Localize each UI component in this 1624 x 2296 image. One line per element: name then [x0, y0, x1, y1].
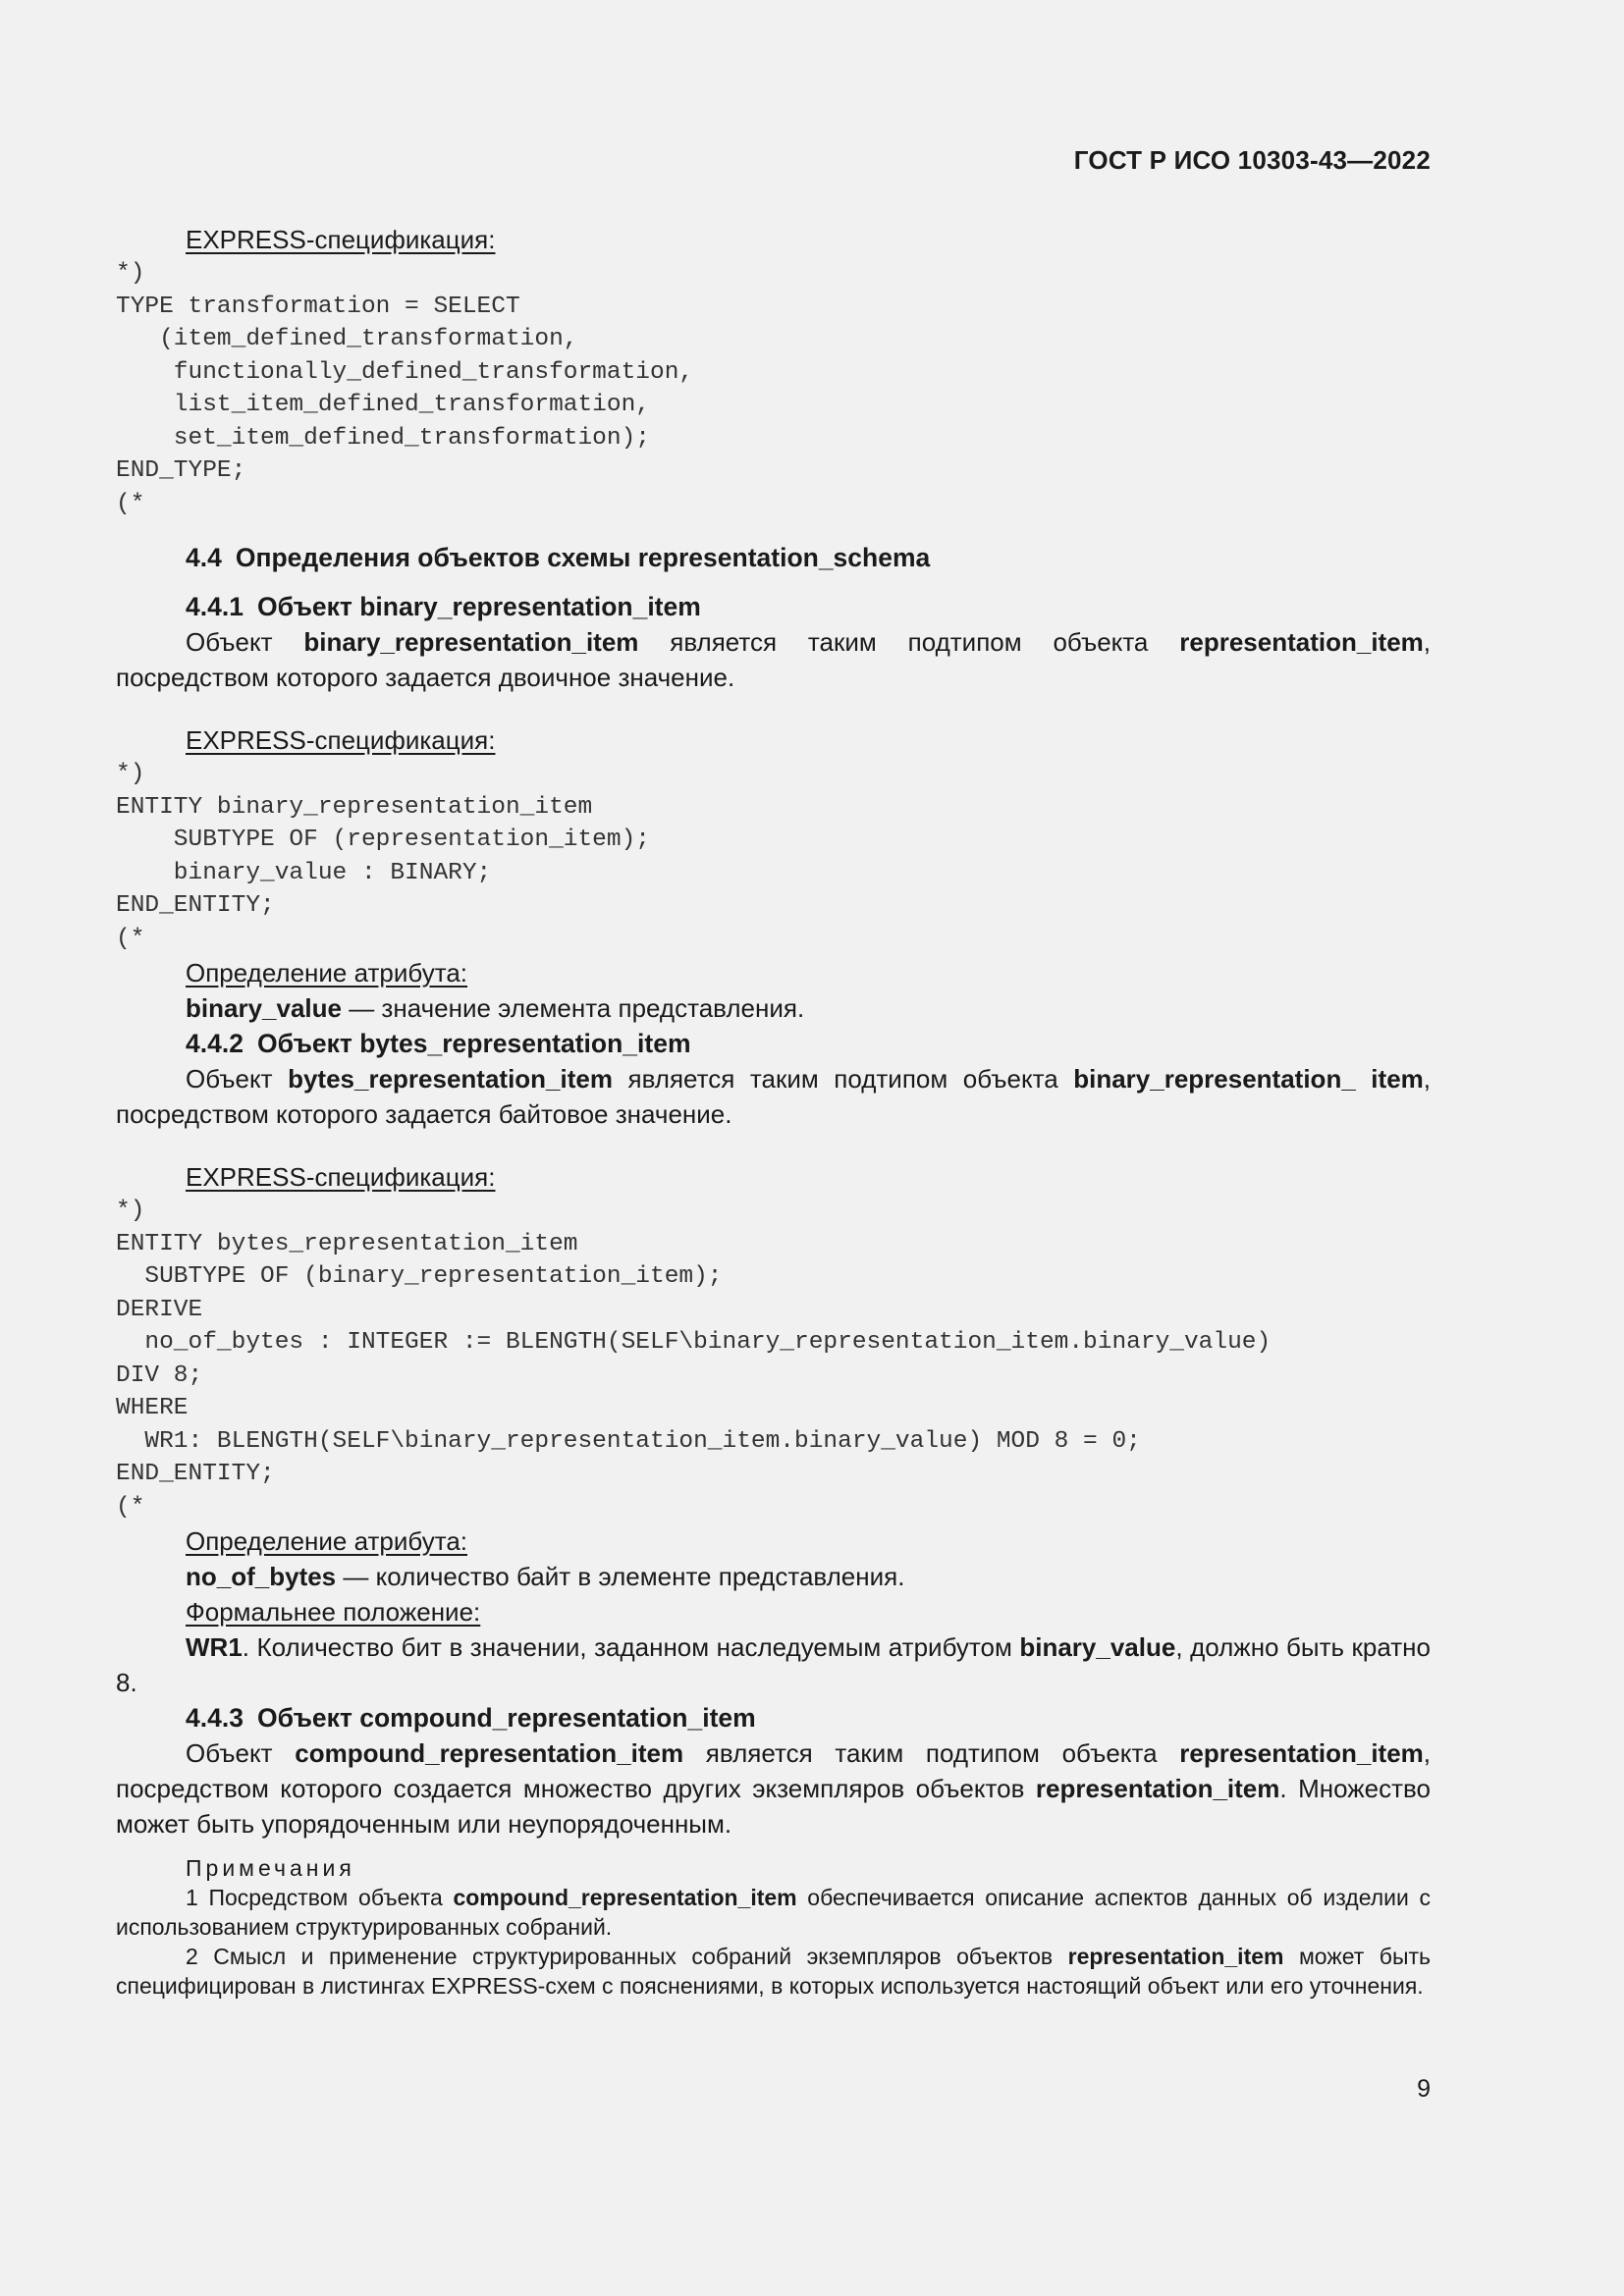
rule-wr1: WR1. Количество бит в значении, заданном наследуемым атрибутом binary_value, должно быть кратно 8. — [116, 1632, 1431, 1697]
note-1: 1 Посредством объекта compound_representation_item обеспечивается описание аспектов данных об изделии с использованием структурированных собраний. — [116, 1885, 1431, 1940]
section-4-4-3-heading: 4.4.3 Объект compound_representation_item — [186, 1703, 756, 1733]
formal-proposition-label: Формальнее положение: — [186, 1597, 481, 1627]
attribute-no-of-bytes: no_of_bytes — количество байт в элементе представления. — [186, 1562, 905, 1591]
code-bytes-representation-item: *) ENTITY bytes_representation_item SUBTYPE OF (binary_representation_item); DERIVE no_of_bytes : INTEGER := BLENGTH(SELF\binary_representation_item.binary_value) DIV 8; WHERE WR1: BLENGTH(SELF\binary_representation_item.binary_value) MOD 8 = 0; END_ENTITY; (* — [116, 1198, 1272, 1521]
standard-header: ГОСТ Р ИСО 10303-43—2022 — [1073, 145, 1431, 175]
code-binary-representation-item: *) ENTITY binary_representation_item SUBTYPE OF (representation_item); binary_value : BINARY; END_ENTITY; (* — [116, 761, 650, 952]
attribute-definition-label: Определение атрибута: — [186, 1526, 468, 1556]
code-transformation: *) TYPE transformation = SELECT (item_defined_transformation, functionally_defined_transformation, list_item_defined_transformation, set_item_defined_transformation); END_TYPE; (* — [116, 260, 694, 517]
section-4-4-2-heading: 4.4.2 Объект bytes_representation_item — [186, 1029, 691, 1058]
attribute-binary-value: binary_value — значение элемента представления. — [186, 993, 805, 1023]
express-spec-label: EXPRESS-спецификация: — [186, 725, 496, 755]
section-4-4-1-paragraph: Объект binary_representation_item является таким подтипом объекта representation_item, посредством которого задается двоичное значение. — [116, 627, 1432, 692]
page-content — [116, 222, 1431, 2001]
express-spec-label: EXPRESS-спецификация: — [186, 225, 496, 254]
express-spec-label: EXPRESS-спецификация: — [186, 1162, 496, 1192]
section-4-4-heading: 4.4 Определения объектов схемы representation_schema — [186, 543, 931, 572]
section-4-4-3-paragraph: Объект compound_representation_item является таким подтипом объекта representation_item, посредством которого создается множество других экземпляров объектов representation_item. Множество может быть упорядоченным или неупорядоченным. — [116, 1738, 1432, 1839]
attribute-definition-label: Определение атрибута: — [186, 958, 468, 988]
notes-title: Примечания — [186, 1855, 355, 1881]
section-4-4-2-paragraph: Объект bytes_representation_item является таким подтипом объекта binary_representation_ item, посредством которого задается байтовое значение. — [116, 1064, 1432, 1129]
section-4-4-1-heading: 4.4.1 Объект binary_representation_item — [186, 592, 701, 621]
page-number: 9 — [1417, 2075, 1431, 2103]
note-2: 2 Смысл и применение структурированных собраний экземпляров объектов representation_item может быть специфицирован в листингах EXPRESS-схем с пояснениями, в которых используется настоящий объект или его уточнения. — [116, 1944, 1431, 1999]
